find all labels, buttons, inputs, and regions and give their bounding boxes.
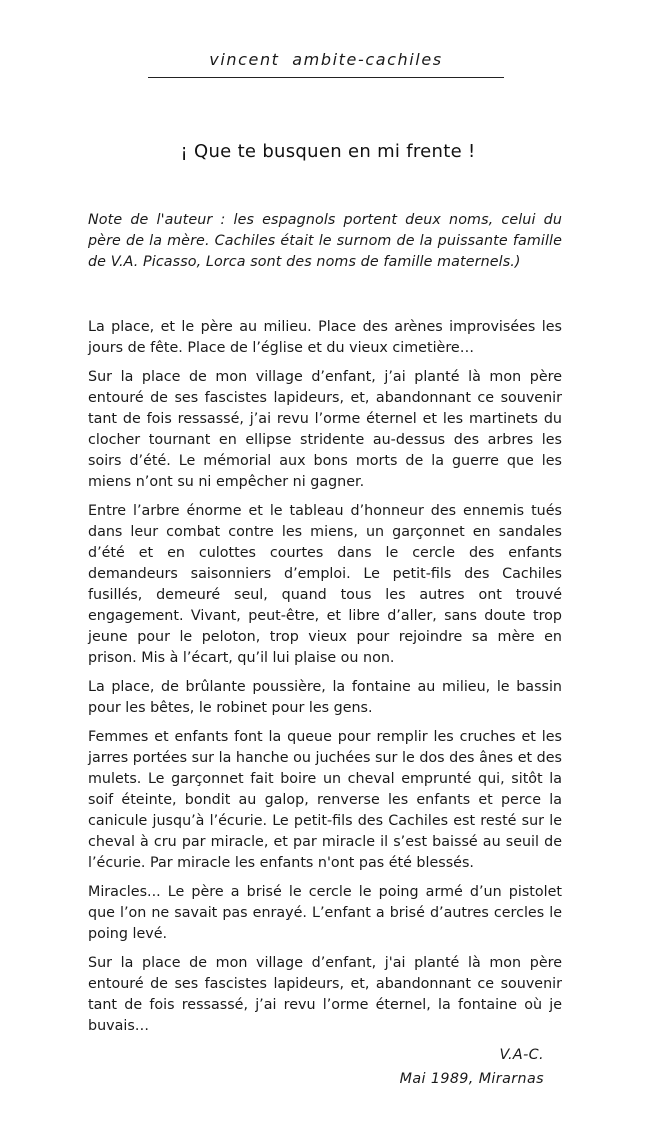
paragraph: La place, de brûlante poussière, la fontaine au milieu, le bassin pour les bêtes, le robinet pour les gens. (88, 679, 562, 716)
paragraph: Sur la place de mon village d’enfant, j’ai planté là mon père entouré de ses fascistes lapideurs, et, abandonnant ce souvenir tant de fois ressassé, j’ai revu l’orme éternel et les martinets du clocher tournant en ellipse stridente au-dessus des arbres les soirs d’été. Le mémorial aux bons morts de la guerre que les miens n’ont su ni empêcher ni gagner. (88, 369, 562, 490)
body-text (88, 317, 562, 1045)
running-header-author: vincent ambite-cachiles (209, 50, 443, 69)
signature-date-place: Mai 1989, Mirarnas (399, 1071, 544, 1087)
paragraph: Entre l’arbre énorme et le tableau d’honneur des ennemis tués dans leur combat contre les miens, un garçonnet en sandales d’été et en culottes courtes dans le cercle des enfants demandeurs saisonniers d’emploi. Le petit-fils des Cachiles fusillés, demeuré seul, quand tous les autres ont trouvé engagement. Vivant, peut-être, et libre d’aller, sans doute trop jeune pour le peloton, trop vieux pour rejoindre sa mère en prison. Mis à l’écart, qu’il lui plaise ou non. (88, 503, 562, 666)
paragraph: La place, et le père au milieu. Place des arènes improvisées les jours de fête. Place de l’église et du vieux cimetière… (88, 319, 562, 356)
author-note: Note de l'auteur : les espagnols portent deux noms, celui du père de la mère. Cachiles était le surnom de la puissante famille de V.A. Picasso, Lorca sont des noms de famille maternels.) (88, 212, 562, 270)
paragraph: Sur la place de mon village d’enfant, j'ai planté là mon père entouré de ses fascistes lapideurs, et, abandonnant ce souvenir tant de fois ressassé, j’ai revu l’orme éternel, la fontaine où je buvais… (88, 955, 562, 1034)
paragraph: Femmes et enfants font la queue pour remplir les cruches et les jarres portées sur la hanche ou juchées sur le dos des ânes et des mulets. Le garçonnet fait boire un cheval emprunté qui, sitôt la soif éteinte, bondit au galop, renverse les enfants et perce la canicule jusqu’à l’écurie. Le petit-fils des Cachiles est resté sur le cheval à cru par miracle, et par miracle il s’est baissé au seuil de l’écurie. Par miracle les enfants n'ont pas été blessés. (88, 729, 562, 871)
signature-initials: V.A-C. (499, 1047, 544, 1063)
poem-title: ¡ Que te busquen en mi frente ! (180, 141, 476, 162)
signature-block (340, 1043, 544, 1091)
header-rule (148, 77, 504, 78)
paragraph: Miracles... Le père a brisé le cercle le poing armé d’un pistolet que l’on ne savait pas enrayé. L’enfant a brisé d’autres cercles le poing levé. (88, 884, 562, 942)
